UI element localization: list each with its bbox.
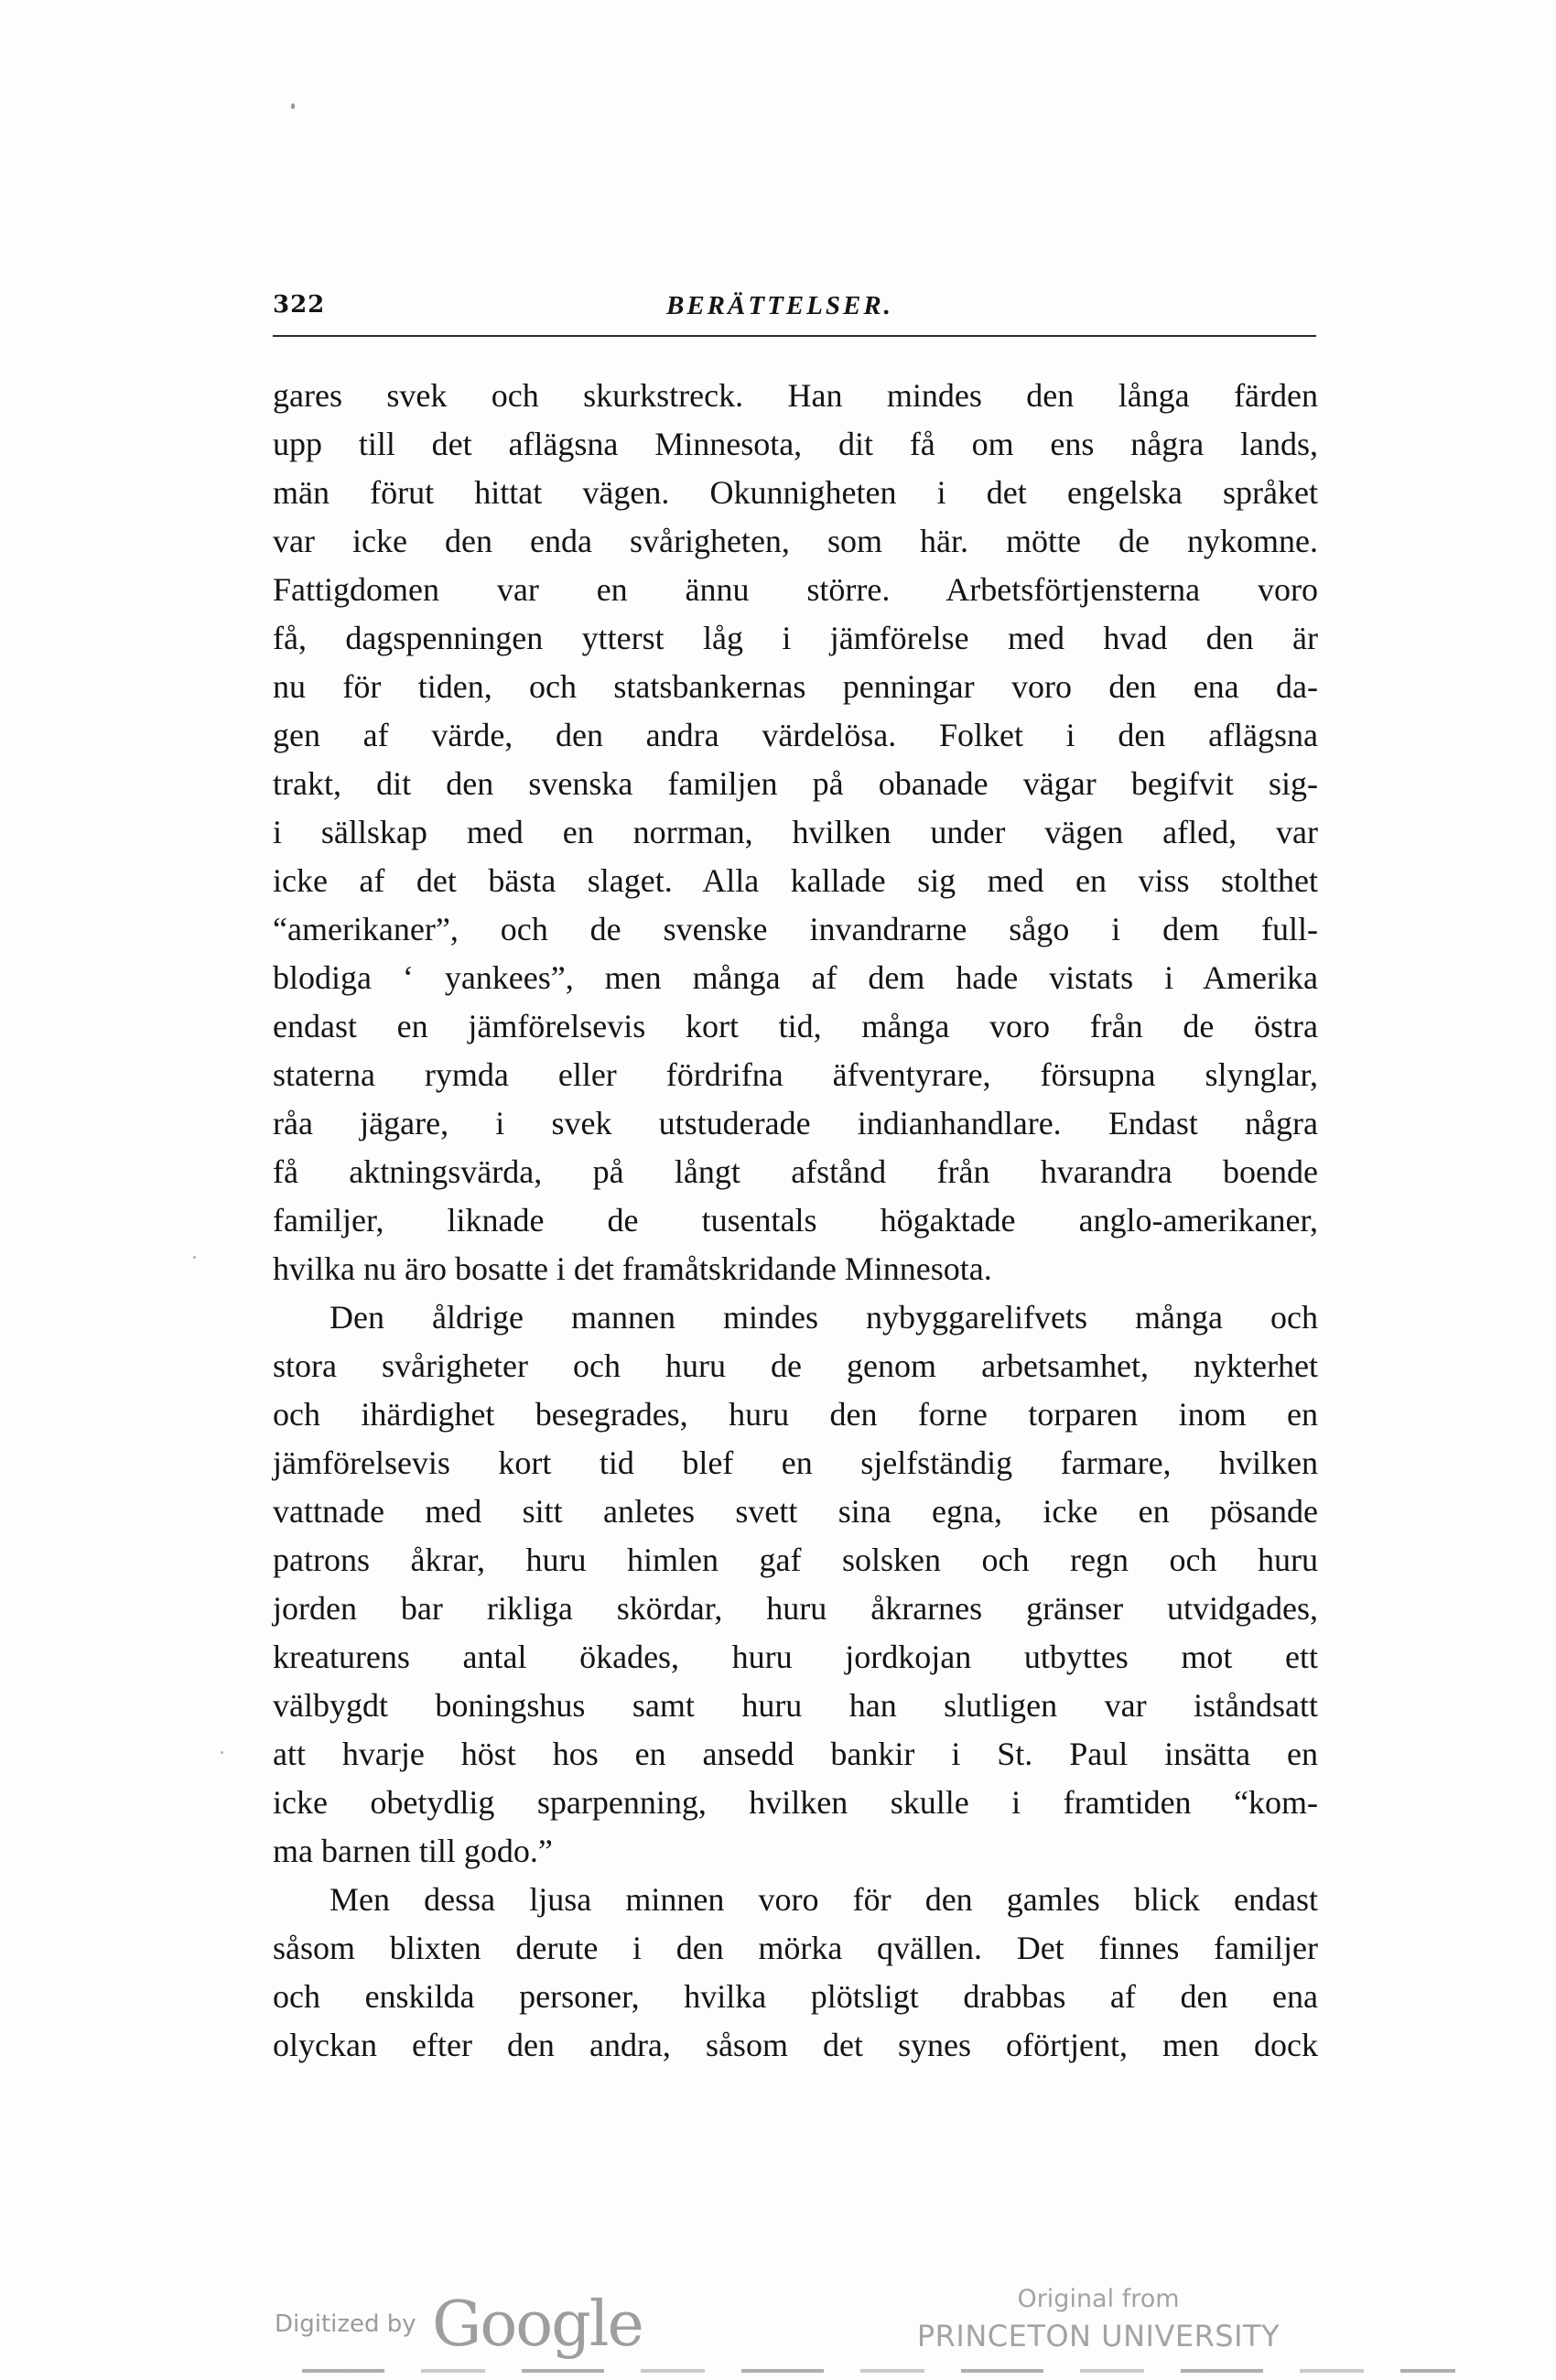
text-line: jorden bar rikliga skördar, huru åkrarnes gränser utvidgades, (273, 1590, 1318, 1627)
text-line: gares svek och skurkstreck. Han mindes den långa färden (273, 377, 1318, 414)
scan-edge-artifact (302, 2369, 1455, 2373)
text-line: jämförelsevis kort tid blef en sjelfständig farmare, hvilken (273, 1444, 1318, 1481)
text-line: upp till det aflägsna Minnesota, dit få om ens några lands, (273, 426, 1318, 462)
text-line: staterna rymda eller fördrifna äfventyrare, försupna slynglar, (273, 1056, 1318, 1093)
text-line: välbygdt boningshus samt huru han slutligen var iståndsatt (273, 1687, 1318, 1724)
text-line: gen af värde, den andra värdelösa. Folket i den aflägsna (273, 717, 1318, 753)
text-line: råa jägare, i svek utstuderade indianhandlare. Endast några (273, 1105, 1318, 1141)
text-line: Den åldrige mannen mindes nybyggarelifvets många och (330, 1299, 1318, 1336)
digitized-by-label: Digitized by (275, 2310, 416, 2338)
source-watermark (915, 2283, 1281, 2356)
page-number: 322 (273, 291, 326, 319)
text-line: var icke den enda svårigheten, som här. mötte de nykomne. (273, 523, 1318, 559)
text-line: olyckan efter den andra, såsom det synes oförtjent, men dock (273, 2027, 1318, 2063)
header-rule (273, 335, 1316, 337)
body-text (273, 372, 1318, 2070)
text-line: få aktningsvärda, på långt afstånd från hvarandra boende (273, 1153, 1318, 1190)
running-title: BERÄTTELSER. (666, 291, 893, 320)
text-line: trakt, dit den svenska familjen på obanade vägar begifvit sig- (273, 765, 1318, 802)
library-name: PRINCETON UNIVERSITY (916, 2319, 1280, 2353)
text-line: få, dagspenningen ytterst låg i jämförelse med hvad den är (273, 620, 1318, 656)
scan-speck (291, 103, 295, 109)
text-line: endast en jämförelsevis kort tid, många voro från de östra (273, 1008, 1318, 1044)
text-line: icke af det bästa slaget. Alla kallade sig med en viss stolthet (273, 862, 1318, 899)
text-line: blodiga ‘ yankees”, men många af dem hade vistats i Amerika (273, 959, 1318, 996)
text-line: ma barnen till godo.” (273, 1833, 553, 1869)
text-line: patrons åkrar, huru himlen gaf solsken och regn och huru (273, 1542, 1318, 1578)
text-line: icke obetydlig sparpenning, hvilken skulle i framtiden “kom- (273, 1784, 1318, 1821)
text-line: i sällskap med en norrman, hvilken under vägen afled, var (273, 814, 1318, 850)
text-line: nu för tiden, och statsbankernas penningar voro den ena da- (273, 668, 1318, 705)
text-line: stora svårigheter och huru de genom arbetsamhet, nykterhet (273, 1347, 1318, 1384)
original-from-label: Original from (1017, 2285, 1180, 2313)
scan-speck (221, 1751, 223, 1754)
text-line: vattnade med sitt anletes svett sina egna, icke en pösande (273, 1493, 1318, 1530)
scan-speck (193, 1256, 196, 1259)
text-line: “amerikaner”, och de svenske invandrarne sågo i dem full- (273, 911, 1318, 947)
text-line: män förut hittat vägen. Okunnigheten i det engelska språket (273, 474, 1318, 511)
text-line: att hvarje höst hos en ansedd bankir i St. Paul insätta en (273, 1736, 1318, 1772)
text-line: hvilka nu äro bosatte i det framåtskridande Minnesota. (273, 1250, 992, 1287)
text-line: Fattigdomen var en ännu större. Arbetsförtjensterna voro (273, 571, 1318, 608)
text-line: och enskilda personer, hvilka plötsligt drabbas af den ena (273, 1978, 1318, 2015)
running-head (273, 286, 1316, 326)
google-logo: Google (432, 2288, 643, 2361)
text-line: och ihärdighet besegrades, huru den forne torparen inom en (273, 1396, 1318, 1433)
text-line: familjer, liknade de tusentals högaktade anglo-amerikaner, (273, 1202, 1318, 1239)
text-line: Men dessa ljusa minnen voro för den gamles blick endast (330, 1881, 1318, 1918)
text-line: kreaturens antal ökades, huru jordkojan utbyttes mot ett (273, 1639, 1318, 1675)
text-line: såsom blixten derute i den mörka qvällen. Det finnes familjer (273, 1930, 1318, 1966)
